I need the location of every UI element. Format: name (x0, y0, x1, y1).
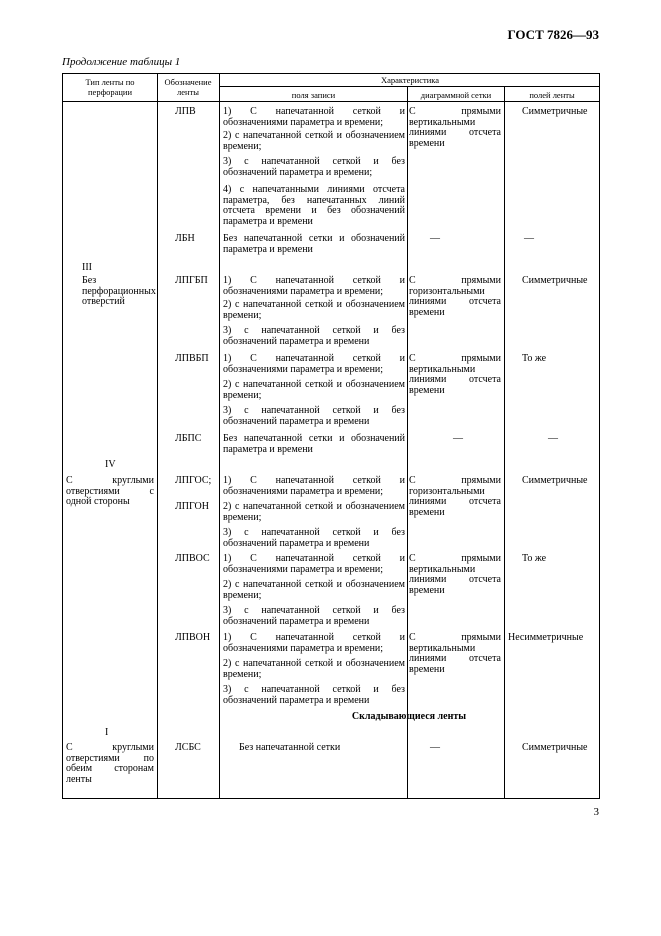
record-field-item: 3) с напечатанной сеткой и без обозначений параметра и времени (223, 605, 405, 627)
header-grid: диаграммной сетки (420, 90, 492, 100)
record-field-item: 2) с напечатанной сеткой и обозначением времени; (223, 501, 405, 523)
record-field-item: Без напечатанной сетки и обозначений параметра и времени (223, 433, 405, 455)
col-divider-1 (157, 73, 158, 799)
group-description: С круглыми отверстиями с одной стороны (66, 475, 154, 507)
tape-code: ЛПВОН (175, 632, 211, 643)
record-field-item: 1) С напечатанной сеткой и обозначениями параметра и времени; (223, 106, 405, 128)
group-number: I (105, 727, 109, 738)
header-characteristics: Характеристика (380, 75, 440, 85)
record-field-item: 4) с напечатанными линиями отсчета параметра, без напечатанных линий отсчета времени и без обозначений параметра и времени (223, 184, 405, 227)
record-field-item: Без напечатанной сетки (239, 742, 341, 753)
page-number: 3 (593, 806, 599, 818)
tape-fields-value: Симметричные (522, 475, 588, 486)
tape-fields-value: Симметричные (522, 742, 588, 753)
tape-fields-value: То же (522, 553, 547, 564)
record-field-item: 2) с напечатанной сеткой и обозначением времени; (223, 658, 405, 680)
record-field-item: 1) С напечатанной сеткой и обозначениями параметра и времени; (223, 475, 405, 497)
record-field-item: 1) С напечатанной сеткой и обозначениями параметра и времени; (223, 632, 405, 654)
record-field-item: 2) с напечатанной сеткой и обозначением времени; (223, 379, 405, 401)
tape-code: ЛБН (175, 233, 195, 244)
grid-description: С прямыми вертикальными линиями отсчета времени (409, 106, 501, 149)
tape-fields-value: — (548, 433, 558, 444)
tape-fields-value: — (524, 233, 534, 244)
document-code: ГОСТ 7826—93 (507, 27, 599, 42)
grid-description: С прямыми горизонтальными линиями отсчета времени (409, 275, 501, 318)
grid-description: — (430, 233, 440, 244)
col-divider-4 (504, 86, 505, 799)
record-field-item: 3) с напечатанной сеткой и без обозначений параметра и времени (223, 325, 405, 347)
record-field-item: 3) с напечатанной сеткой и без обозначений параметра и времени; (223, 156, 405, 178)
tape-code: ЛПГБП (175, 275, 208, 286)
grid-description: С прямыми вертикальными линиями отсчета времени (409, 553, 501, 596)
grid-description: С прямыми горизонтальными линиями отсчета времени (409, 475, 501, 518)
record-field-item: 3) с напечатанной сеткой и без обозначений параметра и времени (223, 527, 405, 549)
record-field-item: 3) с напечатанной сеткой и без обозначений параметра и времени (223, 684, 405, 706)
grid-description: — (453, 433, 463, 444)
group-number: III (82, 262, 92, 273)
tape-code: ЛСБС (175, 742, 201, 753)
record-field-item: 1) С напечатанной сеткой и обозначениями параметра и времени; (223, 353, 405, 375)
tape-fields-value: То же (522, 353, 547, 364)
tape-fields-value: Симметричные (522, 275, 588, 286)
record-field-item: 2) с напечатанной сеткой и обозначением времени; (223, 299, 405, 321)
tape-code: ЛПГОН (175, 501, 209, 512)
tape-fields-value: Несимметричные (508, 632, 584, 643)
group-description: Без перфорационных отверстий (82, 275, 156, 307)
group-description: С круглыми отверстиями по обеим сторонам ленты (66, 742, 154, 785)
header-designation: Обозначение ленты (164, 77, 212, 97)
header-record-fields: поля записи (291, 90, 336, 100)
tape-fields-value: Симметричные (522, 106, 588, 117)
grid-description: — (430, 742, 440, 753)
header-bottom-border (62, 101, 600, 102)
header-tape-fields: полей ленты (529, 90, 575, 100)
table-top-border (62, 73, 600, 74)
characteristics-table (62, 73, 600, 799)
record-field-item: 2) с напечатанной сеткой и обозначением времени; (223, 579, 405, 601)
section-title-folding-tapes: Складывающиеся ленты (351, 711, 467, 722)
tape-code: ЛПВБП (175, 353, 209, 364)
tape-code: ЛПГОС; (175, 475, 212, 486)
table-continuation-label: Продолжение таблицы 1 (62, 56, 181, 68)
table-right-border (599, 73, 600, 799)
record-field-item: 2) с напечатанной сеткой и обозначением времени; (223, 130, 405, 152)
group-number: IV (105, 459, 116, 470)
col-divider-3 (407, 86, 408, 799)
table-left-border (62, 73, 63, 799)
record-field-item: Без напечатанной сетки и обозначений параметра и времени (223, 233, 405, 255)
table-bottom-border (62, 798, 600, 799)
tape-code: ЛПВОС (175, 553, 210, 564)
tape-code: ЛБПС (175, 433, 202, 444)
characteristics-subheader-line (219, 86, 600, 87)
record-field-item: 1) С напечатанной сеткой и обозначениями параметра и времени; (223, 553, 405, 575)
grid-description: С прямыми вертикальными линиями отсчета времени (409, 632, 501, 675)
col-divider-2 (219, 73, 220, 799)
header-tape-type: Тип ленты по перфорации (85, 77, 135, 97)
grid-description: С прямыми вертикальными линиями отсчета времени (409, 353, 501, 396)
record-field-item: 3) с напечатанной сеткой и без обозначений параметра и времени (223, 405, 405, 427)
tape-code: ЛПВ (175, 106, 196, 117)
record-field-item: 1) С напечатанной сеткой и обозначениями параметра и времени; (223, 275, 405, 297)
